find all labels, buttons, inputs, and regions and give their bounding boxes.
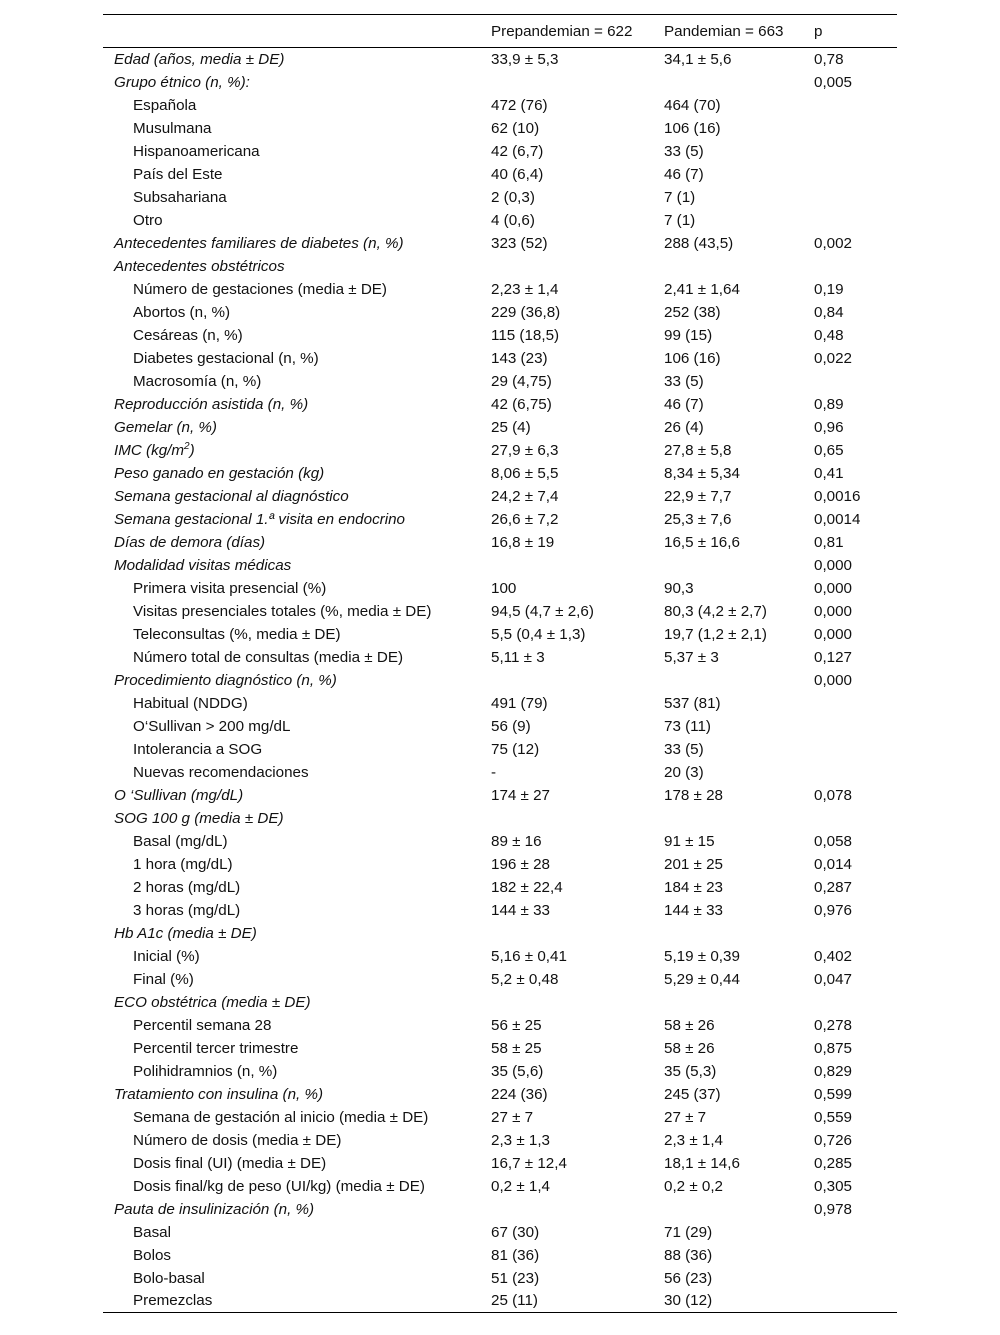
p-value [803,370,897,393]
pandemia-value: 144 ± 33 [664,901,724,919]
pandemia-value: 46 (7) [664,165,704,183]
prepandemia-value: 2,3 ± 1,3 [491,1131,550,1149]
prepandemia-value: 94,5 (4,7 ± 2,6) [491,602,594,620]
p-value: 0,978 [814,1200,853,1218]
table-row [103,1152,897,1175]
table-row [103,554,897,577]
pandemia-value: 106 (16) [664,119,721,137]
p-value [803,1267,897,1290]
prepandemia-value: 25 (11) [480,1290,653,1313]
row-label: Modalidad visitas médicas [114,556,292,574]
pandemia-value [653,807,803,830]
prepandemia-value: 5,11 ± 3 [491,648,545,666]
pandemia-value: 99 (15) [664,326,713,344]
p-value [803,807,897,830]
prepandemia-value: 100 [491,579,517,597]
pandemia-value: 2,41 ± 1,64 [664,280,740,298]
table-row [103,623,897,646]
p-value: 0,058 [814,832,853,850]
row-label: Bolo-basal [133,1269,205,1287]
p-value: 0,287 [814,878,853,896]
row-label: Gemelar (n, %) [114,418,217,436]
table-row [103,531,897,554]
pandemia-value: 106 (16) [664,349,721,367]
pandemia-value: 22,9 ± 7,7 [664,487,732,505]
pandemia-value [653,922,803,945]
p-value: 0,014 [814,855,853,873]
table-row [103,255,897,278]
prepandemia-value [480,807,653,830]
prepandemia-value: 75 (12) [491,740,540,758]
table-row [103,669,897,692]
pandemia-value: 46 (7) [664,395,704,413]
pandemia-value: 33 (5) [664,372,704,390]
p-value [803,163,897,186]
pandemia-value: 0,2 ± 0,2 [664,1177,723,1195]
row-label: Pauta de insulinización (n, %) [114,1200,315,1218]
table-row [103,899,897,922]
row-label: Hb A1c (media ± DE) [114,924,257,942]
prepandemia-value: 143 (23) [491,349,548,367]
pandemia-value: 27,8 ± 5,8 [664,441,732,459]
table-row [103,922,897,945]
p-value [803,692,897,715]
table-row [103,853,897,876]
header-variable [103,15,480,48]
header-pandemia: Pandemian = 663 [653,15,803,48]
p-value: 0,0016 [814,487,861,505]
row-label: O ‘Sullivan (mg/dL) [114,786,244,804]
row-label: Premezclas [103,1290,480,1313]
prepandemia-value: 58 ± 25 [491,1039,542,1057]
row-label: Teleconsultas (%, media ± DE) [133,625,341,643]
table-row [103,94,897,117]
p-value: 0,000 [814,579,853,597]
table-row [103,232,897,255]
pandemia-value [653,1198,803,1221]
table-row [103,48,897,71]
prepandemia-value: 81 (36) [491,1246,540,1264]
table-row [103,209,897,232]
row-label: Visitas presenciales totales (%, media ± DE) [133,602,432,620]
p-value: 0,875 [814,1039,853,1057]
row-label: Dosis final (UI) (media ± DE) [133,1154,327,1172]
table-row [103,416,897,439]
pandemia-value: 2,3 ± 1,4 [664,1131,723,1149]
p-value [803,922,897,945]
prepandemia-value: 62 (10) [491,119,540,137]
pandemia-value: 7 (1) [664,211,696,229]
pandemia-value: 34,1 ± 5,6 [664,50,732,68]
p-value [803,117,897,140]
prepandemia-value: 2 (0,3) [491,188,535,206]
row-label: Procedimiento diagnóstico (n, %) [114,671,337,689]
pandemia-value: 245 (37) [664,1085,721,1103]
pandemia-value: 56 (23) [664,1269,713,1287]
p-value: 0,278 [814,1016,853,1034]
table-row [103,1290,897,1313]
p-value: 0,976 [814,901,853,919]
row-label: Intolerancia a SOG [133,740,263,758]
prepandemia-value [480,669,653,692]
prepandemia-value: 229 (36,8) [491,303,561,321]
pandemia-value: 19,7 (1,2 ± 2,1) [664,625,767,643]
prepandemia-value: 2,23 ± 1,4 [491,280,559,298]
table-row [103,186,897,209]
row-label: Diabetes gestacional (n, %) [133,349,319,367]
prepandemia-value: 16,7 ± 12,4 [491,1154,567,1172]
pandemia-value: 8,34 ± 5,34 [664,464,740,482]
pandemia-value: 201 ± 25 [664,855,724,873]
p-value: 0,000 [814,602,853,620]
p-value: 0,000 [814,671,853,689]
table-row [103,1267,897,1290]
table-row [103,646,897,669]
p-value: 0,000 [814,625,853,643]
comparison-table [103,14,897,1313]
row-label: Percentil tercer trimestre [133,1039,299,1057]
pandemia-value: 537 (81) [664,694,721,712]
table-row [103,1129,897,1152]
row-label: País del Este [133,165,223,183]
p-value: 0,81 [814,533,844,551]
p-value: 0,0014 [814,510,861,528]
table-row [103,140,897,163]
table-row [103,715,897,738]
table-row [103,462,897,485]
pandemia-value: 58 ± 26 [664,1016,715,1034]
prepandemia-value: 40 (6,4) [491,165,544,183]
row-label: Semana de gestación al inicio (media ± DE) [133,1108,429,1126]
prepandemia-value: 323 (52) [491,234,548,252]
prepandemia-value [480,71,653,94]
table-row [103,1221,897,1244]
prepandemia-value: 115 (18,5) [491,326,560,344]
prepandemia-value: 35 (5,6) [491,1062,544,1080]
table-row [103,945,897,968]
prepandemia-value: 5,2 ± 0,48 [491,970,559,988]
header-row [103,15,897,48]
pandemia-value: 26 (4) [664,418,704,436]
row-label: Subsahariana [133,188,227,206]
row-label: 2 horas (mg/dL) [133,878,241,896]
pandemia-value: 35 (5,3) [664,1062,717,1080]
prepandemia-value: 196 ± 28 [491,855,551,873]
row-label: Inicial (%) [133,947,200,965]
p-value: 0,78 [814,50,844,68]
row-label: Edad (años, media ± DE) [114,50,285,68]
row-label: Primera visita presencial (%) [133,579,327,597]
row-label: Habitual (NDDG) [133,694,248,712]
row-label: Final (%) [133,970,194,988]
table-row [103,71,897,94]
prepandemia-value: 27 ± 7 [491,1108,534,1126]
row-label: 3 horas (mg/dL) [133,901,241,919]
row-label: Número de dosis (media ± DE) [133,1131,342,1149]
table-row [103,1060,897,1083]
prepandemia-value: 33,9 ± 5,3 [491,50,559,68]
row-label-suffix: ) [189,441,195,459]
prepandemia-value [480,554,653,577]
table-row [103,301,897,324]
p-value: 0,559 [814,1108,853,1126]
pandemia-value: 464 (70) [664,96,721,114]
table-row [103,807,897,830]
table-row [103,1037,897,1060]
p-value: 0,41 [814,464,844,482]
p-value: 0,005 [814,73,853,91]
header-prepandemia: Prepandemian = 622 [480,15,653,48]
prepandemia-value [480,922,653,945]
pandemia-value [653,669,803,692]
pandemia-value: 33 (5) [664,740,704,758]
p-value [803,209,897,232]
pandemia-value: 178 ± 28 [664,786,724,804]
p-value: 0,047 [814,970,853,988]
table-row [103,600,897,623]
row-label: Bolos [133,1246,171,1264]
p-value [803,715,897,738]
row-label-superscript: 2 [184,440,190,452]
prepandemia-value: 25 (4) [491,418,531,436]
pandemia-value: 5,37 ± 3 [664,648,719,666]
prepandemia-value: 56 (9) [491,717,531,735]
row-label: Percentil semana 28 [133,1016,272,1034]
table-row [103,278,897,301]
pandemia-value [653,255,803,278]
prepandemia-value: 472 (76) [491,96,548,114]
p-value [803,186,897,209]
pandemia-value: 80,3 (4,2 ± 2,7) [664,602,767,620]
row-label: Número total de consultas (media ± DE) [133,648,404,666]
table-row [103,370,897,393]
pandemia-value: 27 ± 7 [664,1108,707,1126]
prepandemia-value: 224 (36) [491,1085,548,1103]
row-label: Polihidramnios (n, %) [133,1062,278,1080]
p-value: 0,022 [814,349,853,367]
row-label-text: IMC (kg/m [114,441,185,459]
p-value [803,1221,897,1244]
comparison-table-container [103,14,897,1313]
pandemia-value [653,71,803,94]
table-row [103,163,897,186]
p-value: 0,599 [814,1085,853,1103]
table-row [103,508,897,531]
row-label: Reproducción asistida (n, %) [114,395,309,413]
p-value: 0,285 [814,1154,853,1172]
pandemia-value: 7 (1) [664,188,696,206]
pandemia-value: 5,29 ± 0,44 [664,970,740,988]
pandemia-value: 71 (29) [664,1223,713,1241]
table-row [103,485,897,508]
row-label: SOG 100 g (media ± DE) [114,809,284,827]
pandemia-value: 25,3 ± 7,6 [664,510,732,528]
row-label: Peso ganado en gestación (kg) [114,464,325,482]
table-row [103,991,897,1014]
row-label: Semana gestacional al diagnóstico [114,487,349,505]
prepandemia-value: 144 ± 33 [491,901,551,919]
table-row [103,1083,897,1106]
pandemia-value: 184 ± 23 [664,878,724,896]
pandemia-value: 30 (12) [653,1290,803,1313]
pandemia-value: 91 ± 15 [664,832,715,850]
row-label [103,439,480,462]
prepandemia-value: 51 (23) [491,1269,540,1287]
table-row [103,1106,897,1129]
row-label: Nuevas recomendaciones [133,763,309,781]
prepandemia-value: 89 ± 16 [491,832,542,850]
p-value: 0,829 [814,1062,853,1080]
p-value: 0,726 [814,1131,853,1149]
p-value: 0,84 [814,303,844,321]
table-row [103,117,897,140]
p-value [803,991,897,1014]
prepandemia-value: 42 (6,7) [491,142,544,160]
table-row [103,439,897,462]
p-value: 0,19 [814,280,844,298]
header-p-value: p [803,15,897,48]
row-label: Semana gestacional 1.ª visita en endocrino [114,510,405,528]
pandemia-value [653,554,803,577]
pandemia-value: 252 (38) [664,303,721,321]
p-value: 0,96 [814,418,844,436]
prepandemia-value [480,991,653,1014]
p-value: 0,89 [814,395,844,413]
row-label: Dosis final/kg de peso (UI/kg) (media ± DE) [133,1177,425,1195]
pandemia-value: 73 (11) [664,717,711,735]
prepandemia-value: 5,5 (0,4 ± 1,3) [491,625,586,643]
pandemia-value: 16,5 ± 16,6 [664,533,740,551]
prepandemia-value: 5,16 ± 0,41 [491,947,567,965]
row-label: ECO obstétrica (media ± DE) [114,993,311,1011]
p-value: 0,65 [814,441,844,459]
prepandemia-value: 182 ± 22,4 [491,878,563,896]
table-row [103,738,897,761]
row-label: Antecedentes familiares de diabetes (n, %) [114,234,404,252]
prepandemia-value: 42 (6,75) [491,395,552,413]
prepandemia-value: 174 ± 27 [491,786,551,804]
row-label: Antecedentes obstétricos [114,257,285,275]
p-value: 0,402 [814,947,853,965]
row-label: Basal (mg/dL) [133,832,228,850]
p-value: 0,48 [814,326,844,344]
p-value [803,1244,897,1267]
prepandemia-value: - [491,763,497,781]
table-row [103,761,897,784]
table-row [103,393,897,416]
prepandemia-value: 0,2 ± 1,4 [491,1177,550,1195]
row-label: 1 hora (mg/dL) [133,855,233,873]
pandemia-value: 90,3 [664,579,694,597]
prepandemia-value [480,1198,653,1221]
prepandemia-value [480,255,653,278]
table-header [103,15,897,48]
prepandemia-value: 26,6 ± 7,2 [491,510,559,528]
table-row [103,1014,897,1037]
table-row [103,347,897,370]
table-row [103,1198,897,1221]
row-label: Grupo étnico (n, %): [114,73,250,91]
p-value [803,255,897,278]
p-value: 0,127 [814,648,853,666]
pandemia-value: 33 (5) [664,142,704,160]
prepandemia-value: 24,2 ± 7,4 [491,487,559,505]
p-value [803,1290,897,1313]
row-label: Española [133,96,197,114]
row-label: O‘Sullivan > 200 mg/dL [133,717,291,735]
table-row [103,830,897,853]
pandemia-value: 58 ± 26 [664,1039,715,1057]
p-value: 0,078 [814,786,853,804]
pandemia-value: 18,1 ± 14,6 [664,1154,740,1172]
p-value [803,140,897,163]
row-label: Cesáreas (n, %) [133,326,243,344]
pandemia-value: 88 (36) [664,1246,713,1264]
prepandemia-value: 4 (0,6) [491,211,535,229]
p-value [803,94,897,117]
p-value [803,738,897,761]
row-label: Otro [133,211,163,229]
row-label: Abortos (n, %) [133,303,231,321]
row-label: Musulmana [133,119,212,137]
row-label: Macrosomía (n, %) [133,372,262,390]
prepandemia-value: 56 ± 25 [491,1016,542,1034]
row-label: Basal [133,1223,171,1241]
row-label: Tratamiento con insulina (n, %) [114,1085,324,1103]
table-row [103,577,897,600]
p-value: 0,305 [814,1177,853,1195]
p-value: 0,000 [814,556,853,574]
table-row [103,1175,897,1198]
row-label: Días de demora (días) [114,533,266,551]
prepandemia-value: 16,8 ± 19 [491,533,555,551]
pandemia-value: 5,19 ± 0,39 [664,947,740,965]
table-row [103,876,897,899]
prepandemia-value: 8,06 ± 5,5 [491,464,559,482]
table-row [103,324,897,347]
table-row [103,1244,897,1267]
prepandemia-value: 27,9 ± 6,3 [491,441,559,459]
p-value [803,761,897,784]
table-body [103,48,897,1313]
table-row [103,968,897,991]
table-row [103,692,897,715]
table-row [103,784,897,807]
p-value: 0,002 [814,234,853,252]
pandemia-value [653,991,803,1014]
prepandemia-value: 67 (30) [491,1223,540,1241]
row-label: Hispanoamericana [133,142,260,160]
prepandemia-value: 29 (4,75) [491,372,552,390]
prepandemia-value: 491 (79) [491,694,548,712]
pandemia-value: 20 (3) [664,763,704,781]
pandemia-value: 288 (43,5) [664,234,734,252]
row-label: Número de gestaciones (media ± DE) [133,280,387,298]
